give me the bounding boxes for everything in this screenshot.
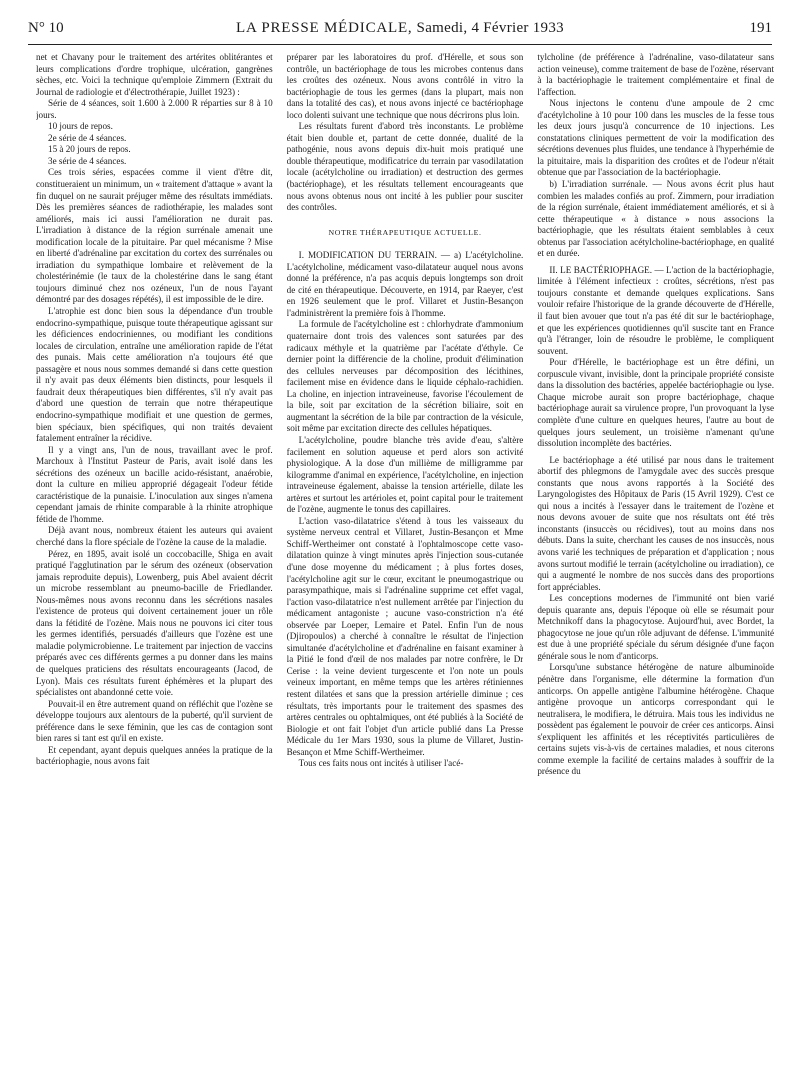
paragraph: 2e série de 4 séances. [48, 132, 127, 143]
paragraph: Série de 4 séances, soit 1.600 à 2.000 R réparties sur 8 à 10 jours. [36, 98, 273, 120]
running-title [118, 20, 682, 37]
text-column-3 [537, 52, 774, 1062]
paragraph: Et cependant, ayant depuis quelques années la pratique de la bactériophagie, nous avons fait [36, 744, 273, 767]
text-column-2 [287, 52, 524, 1062]
paragraph: tylcholine (de préférence à l'adrénaline, vaso-dilatateur sans action veineuse), comme traitement de base de l'ozène, réservant à la bactériophagie le traitement complémentaire et final de l'affection. [537, 52, 775, 97]
paragraph: Les résultats furent d'abord très inconstants. Le problème était bien double et, partant de cette donnée, dualité de la pathogénie, nous avons depuis dix-huit mois pratiqué une double thérapeutique, modificatrice du terrain par vasodilatation locale (acétylcholine ou irradiation) et destruction des germes (bactériophage), et les résultats tellement encourageants que nous avons obtenus nous ont incité à les publier pour susciter des contrôles. [286, 121, 524, 213]
paragraph: Les conceptions modernes de l'immunité ont bien varié depuis quarante ans, depuis l'époque où elle se résumait pour Metchnikoff dans la phagocytose. Aujourd'hui, avec Bordet, la phagocytose ne joue qu'un rôle adjuvant de défense. L'immunité est due à une propriété spéciale du sérum désignée d'une façon générale sous le nom d'anticorps. [537, 593, 775, 661]
paragraph: b) L'irradiation surrénale. — Nous avons écrit plus haut combien les malades confiés au prof. Zimmern, pour irradiation de la région surrénale, étaient immédiatement améliorés, et si à cette thérapeutique « à distance » nous associons la bactériophagie, que les résultats étaient semblables à ceux obtenus par l'association acétylcholine-bactériophage, en qualité et en durée. [537, 179, 775, 259]
paragraph: 10 jours de repos. [48, 121, 113, 132]
paragraph: Nous injectons le contenu d'une ampoule de 2 cmc d'acétylcholine à 10 pour 100 dans les muscles de la fesse tous les deux jours jusqu'à concurrence de 10 injections. Les constatations cliniques permettent de voir la modification des sécrétions devenues plus fluides, une tendance à l'hyperhémie de la pituitaire, mais la disparition des croûtes et de l'odeur n'était obtenue que par l'association de la bactériophagie. [537, 98, 775, 178]
page-number: 191 [749, 20, 772, 36]
issue-date: Samedi, 4 Février 1933 [416, 20, 564, 36]
paragraph: Pour d'Hérelle, le bactériophage est un être défini, un corpuscule vivant, invisible, dont la principale propriété consiste dans la dissolution des bactéries, appelée bactériophagie ou lyse. Chaque microbe aurait son propre bactériophage, chaque bactériophage aurait sa virulence propre, l'un provoquant la lyse complète d'une culture en quelques heures, l'autre au bout de quelques jours seulement, un troisième n'amenant qu'une dissolution incomplète des bactéries. [537, 357, 775, 449]
text-column-1 [36, 52, 273, 1062]
paragraph: L'acétylcholine, poudre blanche très avide d'eau, s'altère facilement en solution aqueuse et perd alors son activité physiologique. A la dose d'un millième de milligramme par kilogramme d'animal en expérience, l'acétylcholine, en injection intraveineuse également, abaisse la tension artérielle, dilate les artères et surtout les artérioles et, point capital pour le traitement de l'ozène, augmente le tonus des capillaires. [286, 434, 524, 515]
page-header [28, 20, 772, 45]
section-heading: NOTRE THÉRAPEUTIQUE ACTUELLE. [328, 227, 482, 237]
paragraph: préparer par les laboratoires du prof. d'Hérelle, et sous son contrôle, un bactériophage de tous les microbes contenus dans les croûtes des ozéneux. Nous avons contrôlé in vitro la bactériophagie de tous les germes (dans la plupart, mais non dans la totalité des cas), et nous avons injecté ce bactériophage loco dolenti suivant une technique que nous décrirons plus loin. [286, 52, 524, 120]
paragraph: Pérez, en 1895, avait isolé un coccobacille, Shiga en avait pratiqué l'agglutination par le sérum des ozéneux (observation jamais reproduite depuis), Lowenberg, puis Abel avaient décrit un microbe ressemblant au pneumo-bacille de Friedlander. Nous-mêmes nous avons reconnu dans les sécrétions nasales l'existence de proteus qui doivent certainement jouer un rôle dans la fétidité de l'ozène. Mais nous ne pouvons ici citer tous les germes identifiés, persuadés d'ailleurs que l'ozène est une maladie polymicrobienne. Le traitement par injection de vaccins préparés avec ces différents germes a pu donner dans les mains de quelques praticiens des résultats encourageants (Jacod, de Lyon). Mais ces résultats furent éphémères et la plupart des spécialistes ont abandonné cette voie. [36, 548, 273, 698]
paragraph: Il y a vingt ans, l'un de nous, travaillant avec le prof. Marchoux à l'Institut Pasteur de Paris, avait isolé dans les sécrétions des ozéneux un bacille acido-résistant, anaérobie, dont la culture en milieu approprié dégageait l'odeur fétide caractéristique de la punaisie. L'inoculation aux singes n'amena cependant jamais de rhinite comparable à la rhinite atrophique fétide de l'homme. [36, 444, 273, 524]
paragraph: net et Chavany pour le traitement des artérites oblitérantes et leurs complications d'ordre trophique, ulcération, gangrènes sèches, etc. Voici la technique qu'emploie Zimmern (Extrait du Journal de radiologie et d'électrothérapie, Juillet 1923) : [36, 52, 273, 97]
article-body [36, 52, 774, 1062]
paragraph: Déjà avant nous, nombreux étaient les auteurs qui avaient cherché dans la flore spéciale de l'ozène la cause de la maladie. [36, 525, 273, 547]
paragraph: 15 à 20 jours de repos. [48, 144, 131, 155]
paragraph: II. LE BACTÉRIOPHAGE. — L'action de la bactériophagie, limitée à l'élément infectieux : croûtes, sécrétions, n'est pas toujours constante et demande quelques explications. Sans vouloir refaire l'historique de la grande découverte de d'Hérelle, il faut bien avouer que tout n'a pas été dit sur le bactériophage, et que les expériences quotidiennes qu'il suscite tant en France qu'à l'étranger, loin de résoudre le problème, le compliquent souvent. [537, 264, 775, 356]
paragraph: L'atrophie est donc bien sous la dépendance d'un trouble endocrino-sympathique, puisque toute thérapeutique agissant sur les déficiences endocriniennes, ou modifiant les conditions locales de circulation, entraîne une amélioration rapide de l'état des punais. Mais cette amélioration n'a toujours été que passagère et nous nous sommes demandé si dans cette question il n'y avait pas deux éléments bien distincts, pour lesquels il faudrait deux thérapeutiques bien différentes, s'il n'y avait pas d'abord une question de terrain que notre thérapeutique endocrino-sympathique modifiait et une question de germes, bien spéciaux, bien spécifiques, qui non traités devaient fatalement entraîner la récidive. [36, 306, 273, 444]
paragraph: Ces trois séries, espacées comme il vient d'être dit, constitueraient un minimum, un « traitement d'attaque » avant la fin duquel on ne saurait préjuger même des résultats immédiats. Dès les premières séances de radiothérapie, les malades sont améliorés, mais ici aussi l'amélioration ne durait pas. L'irradiation à distance de la région surrénale amenait une modification locale de la pituitaire. Par quel mécanisme ? Mise en liberté d'adrénaline par excitation du cortex des surrénales ou irradiation du sympathique lombaire et relèvement de la cholestérinémie (le taux de la cholestérine dans le sang étant toujours diminué chez nos ozéneux, l'un de nous l'ayant démontré par des dosages répétés), il est impossible de le dire. [36, 167, 273, 305]
paragraph: Lorsqu'une substance hétérogène de nature albuminoïde pénètre dans l'organisme, elle détermine la formation d'un anticorps. On appelle antigène l'albumine hétérogène. Chaque antigène provoque un anticorps correspondant qui le neutralisera, le modifiera, le détruira. Mais tous les individus ne possèdent pas également le pouvoir de créer ces anticorps. Ainsi s'expliquent les affinités et les réceptivités particulières de certains sujets vis-à-vis de certaines maladies, et nous citerons comme exemple la facilité de certains malades à souffrir de la présence du [537, 662, 775, 777]
paragraph: Tous ces faits nous ont incités à utiliser l'acé- [298, 758, 464, 769]
issue-number: N° 10 [28, 20, 64, 36]
paragraph: L'action vaso-dilatatrice s'étend à tous les vaisseaux du système nerveux central et Villaret, Justin-Besançon et Mme Schiff-Wertheimer ont constaté à l'ophtalmoscope cette vaso-dilatation quinze à vingt minutes après l'injection sous-cutanée d'une dose moyenne du médicament ; à plus fortes doses, l'acétylcholine agit sur le cœur, excitant le pneumogastrique ou parasympathique, mais si l'adrénaline supprime cet effet vagal, l'action vaso-dilatatrice n'est nullement arrêtée par l'injection du médicament antagoniste ; aucune vaso-constriction n'a été observée par Loeper, Lemaire et Patel. Enfin l'un de nous (Djiropoulos) a cherché à connaître le résultat de l'injection simultanée d'acétylcholine et d'adrénaline en faisant examiner à la Pitié le fond d'œil de nos malades par notre confrère, le Dr Cerise : la veine devient turgescente et l'on note un pouls veineux important, en même temps que les artères rétiniennes restent dilatées et sans que la pression artérielle diminue ; ces résultats, très importants pour le traitement des spasmes des artères centrales ou ophtalmiques, ont été publiés à la Société de Biologie et ont fait l'objet d'un article publié dans La Presse Médicale du 1er Mars 1930, sous la plume de Villaret, Justin-Besançon et Mme Schiff-Wertheimer. [286, 515, 524, 757]
paragraph: Pouvait-il en être autrement quand on réfléchit que l'ozène se développe toujours aux alentours de la puberté, qu'il survient de préférence dans le sexe féminin, que les cas de contagion sont bien rares si tant est qu'il en existe. [36, 698, 273, 744]
paragraph: La formule de l'acétylcholine est : chlorhydrate d'ammonium quaternaire dont trois des valences sont saturées par des radicaux méthyle et la quatrième par l'acétate d'éthyle. Ce dernier point la différencie de la choline, produit d'élimination des cellules nerveuses par décomposition des lécithines, facilement mise en évidence dans le liquide céphalo-rachidien. La choline, en injection intraveineuse, favorise l'écoulement de la bile, soit par excitation de la sécrétion biliaire, soit en augmentant la sécrétion de la bile par contraction de la vésicule, soit même par excitation directe des cellules hépatiques. [286, 319, 524, 434]
journal-name: LA PRESSE MÉDICALE, [236, 20, 413, 36]
paragraph: Le bactériophage a été utilisé par nous dans le traitement abortif des phlegmons de l'amygdale avec des succès presque constants que nous avons rapportés à la Société des Laryngologistes des Hôpitaux de Paris (15 Avril 1929). C'est ce qui nous a incités à l'essayer dans le traitement de l'ozène et nous devons avouer de suite que nos résultats ont été très inconstants (insuccès ou récidives), tout au moins dans nos débuts. Dans la suite, cherchant les causes de nos insuccès, nous avons varié les techniques de préparation et d'application ; nous avons surtout modifié le terrain (acétylcholine ou irradiation), ce qui a augmenté le nombre de nos succès dans des proportions fort appréciables. [537, 454, 775, 592]
paragraph: I. MODIFICATION DU TERRAIN. — a) L'acétylcholine. L'acétylcholine, médicament vaso-dilatateur auquel nous avons donné la préférence, n'a pas acquis depuis longtemps son droit de cité en thérapeutique. Découverte, en 1914, par Raeyer, c'est en 1926 seulement que le prof. Villaret et Justin-Besançon l'administrèrent la première fois à l'homme. [286, 250, 524, 318]
paragraph: 3e série de 4 séances. [48, 155, 127, 166]
